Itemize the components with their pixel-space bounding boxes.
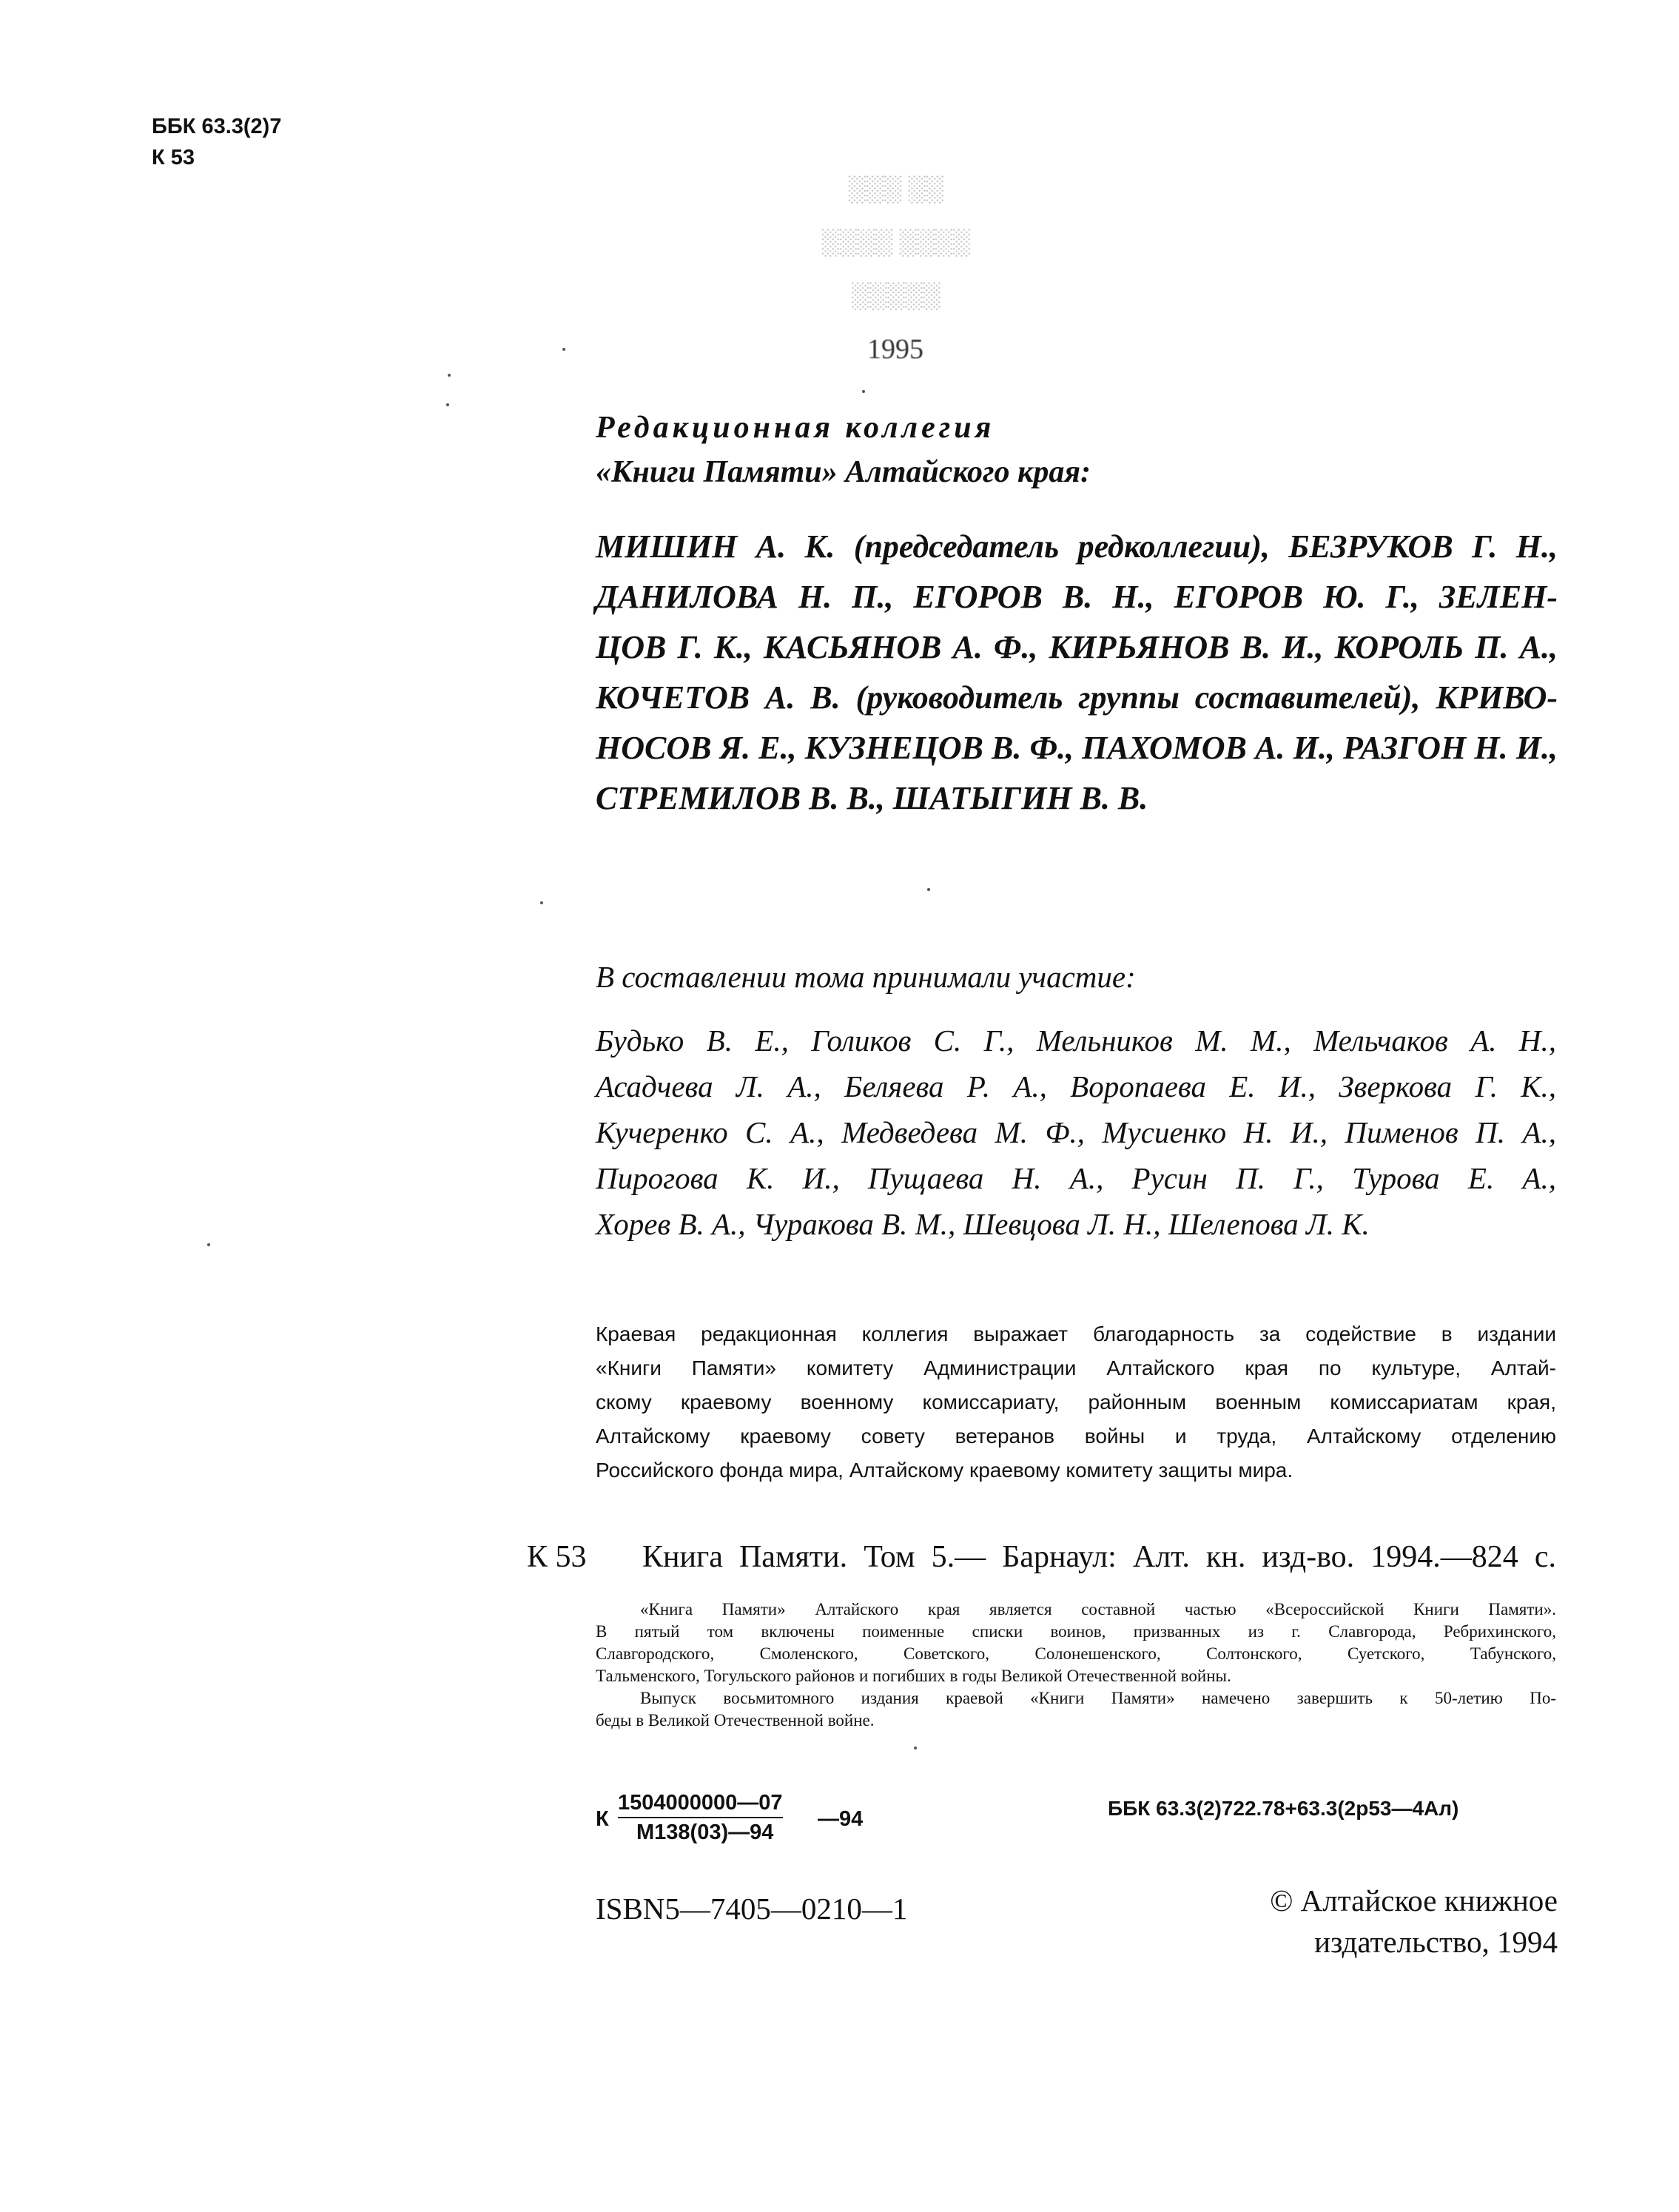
copyright-notice (1221, 1880, 1558, 1963)
participants-line: Пирогова К. И., Пущаева Н. А., Русин П. Г., Турова Е. А., (596, 1161, 1556, 1195)
index-suffix: —94 (818, 1807, 864, 1831)
participants-list (596, 1018, 1556, 1247)
board-members-line: МИШИН А. К. (председатель редколлегии), БЕЗРУКОВ Г. Н., (596, 528, 1558, 565)
k-code-top: К 53 (152, 146, 195, 169)
annotation-line: беды в Великой Отечественной войне. (596, 1711, 875, 1729)
board-heading-line-1: Редакционная коллегия (596, 411, 995, 445)
participants-line: Будько В. Е., Голиков С. Г., Мельников М. М., Мельчаков А. Н., (596, 1023, 1556, 1058)
board-heading (596, 406, 1091, 494)
board-members (596, 522, 1558, 824)
scan-speck (540, 901, 543, 904)
scan-speck (562, 348, 565, 351)
board-members-line: СТРЕМИЛОВ В. В., ШАТЫГИН В. В. (596, 780, 1148, 816)
scan-speck (207, 1243, 210, 1246)
bbk-code-top: ББК 63.3(2)7 (152, 115, 282, 138)
index-k: К (596, 1807, 609, 1831)
scan-speck (862, 390, 865, 393)
acknowledgement-paragraph (596, 1317, 1556, 1487)
acknowledgement-line: Российского фонда мира, Алтайскому краевому комитету защиты мира. (596, 1459, 1293, 1482)
annotation-line: Выпуск восьмитомного издания краевой «Книги Памяти» намечено завершить к 50-летию По- (640, 1689, 1556, 1707)
stamp-illegible-line: ░░░░ ░░░░ (821, 229, 970, 256)
scan-speck (927, 888, 930, 891)
participants-line: Кучеренко С. А., Медведева М. Ф., Мусиенко Н. И., Пименов П. А., (596, 1115, 1556, 1149)
annotation-line: Тальменского, Тогульского районов и погибших в годы Великой Отечественной войны. (596, 1667, 1231, 1685)
acknowledgement-line: Краевая редакционная коллегия выражает благодарность за содействие в издании (596, 1322, 1556, 1345)
stamp-year: 1995 (867, 334, 923, 365)
index-denominator: М138(03)—94 (636, 1821, 774, 1844)
index-numerator: 1504000000—07 (618, 1791, 783, 1818)
annotation-line: «Книга Памяти» Алтайского края является составной частью «Всероссийской Книги Памяти». (640, 1600, 1556, 1618)
library-stamp (784, 163, 1006, 376)
board-members-line: НОСОВ Я. Е., КУЗНЕЦОВ В. Ф., ПАХОМОВ А. И., РАЗГОН Н. И., (596, 730, 1558, 766)
top-codes (152, 111, 281, 173)
catalog-main-entry: Книга Памяти. Том 5.— Барнаул: Алт. кн. изд-во. 1994.—824 с. (642, 1540, 1556, 1574)
scan-speck (914, 1747, 917, 1749)
annotation-line: В пятый том включены поименные списки воинов, призванных из г. Славгорода, Ребрихинского, (596, 1622, 1556, 1641)
board-heading-line-2: «Книги Памяти» Алтайского края: (596, 455, 1091, 489)
catalog-code: К 53 (527, 1540, 587, 1574)
isbn: ISBN5—7405—0210—1 (596, 1892, 908, 1926)
participants-line: Хорев В. А., Чуракова В. М., Шевцова Л. Н., Шелепова Л. К. (596, 1207, 1370, 1241)
scan-speck (446, 403, 449, 406)
participants-heading: В составлении тома принимали участие: (596, 960, 1136, 994)
board-members-line: ЦОВ Г. К., КАСЬЯНОВ А. Ф., КИРЬЯНОВ В. И., КОРОЛЬ П. А., (596, 629, 1558, 665)
board-members-line: ДАНИЛОВА Н. П., ЕГОРОВ В. Н., ЕГОРОВ Ю. Г., ЗЕЛЕН- (596, 579, 1558, 615)
annotation-line: Славгородского, Смоленского, Советского, Солонешенского, Солтонского, Суетского, Табунского, (596, 1644, 1556, 1663)
acknowledgement-line: «Книги Памяти» комитету Администрации Алтайского края по культуре, Алтай- (596, 1357, 1556, 1379)
bbk-code-bottom: ББК 63.3(2)722.78+63.3(2р53—4Ал) (1108, 1797, 1459, 1820)
stamp-illegible-line: ░░░ ░░ (847, 175, 943, 203)
copyright-line-2: издательство, 1994 (1314, 1925, 1558, 1959)
stamp-illegible-line: ░░░░░ (850, 282, 941, 309)
acknowledgement-line: скому краевому военному комиссариату, районным военным комиссариатам края, (596, 1391, 1556, 1413)
copyright-line-1: © Алтайское книжное (1270, 1883, 1558, 1917)
catalog-annotation (596, 1599, 1556, 1732)
board-members-line: КОЧЕТОВ А. В. (руководитель группы составителей), КРИВО- (596, 679, 1558, 716)
acknowledgement-line: Алтайскому краевому совету ветеранов войны и труда, Алтайскому отделению (596, 1425, 1556, 1448)
scan-speck (448, 374, 451, 377)
participants-line: Асадчева Л. А., Беляева Р. А., Воропаева Е. И., Зверкова Г. К., (596, 1069, 1556, 1103)
